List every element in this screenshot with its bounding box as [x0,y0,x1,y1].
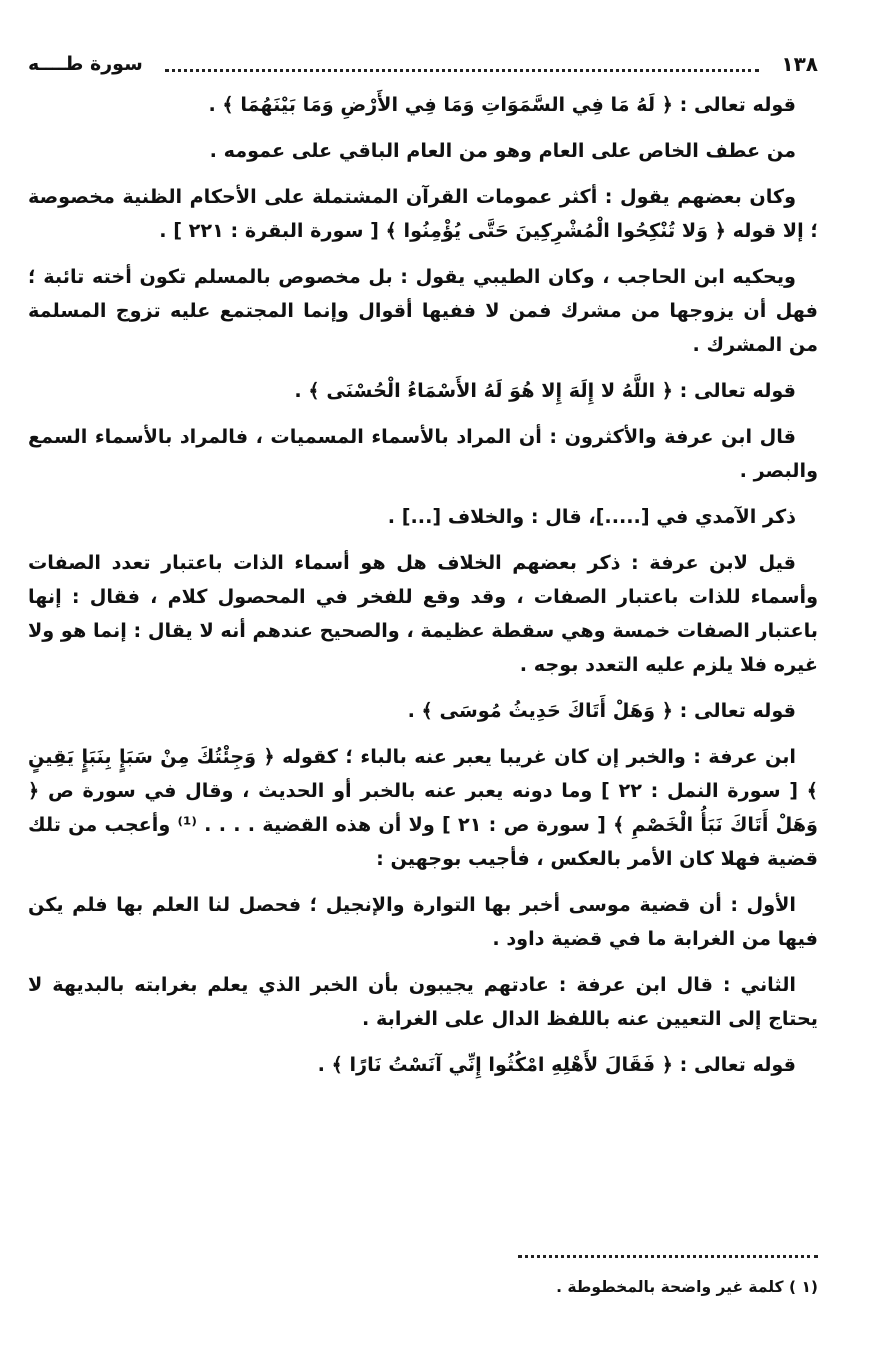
paragraph: وكان بعضهم يقول : أكثر عمومات القرآن المشتملة على الأحكام الظنية مخصوصة ؛ إلا قوله ﴿ وَلا تُنْكِحُوا الْمُشْرِكِينَ حَتَّى يُؤْمِنُوا ﴾ [ سورة البقرة : ٢٢١ ] . [28,185,818,242]
footnote-divider [518,1255,818,1258]
paragraph: الثاني : قال ابن عرفة : عادتهم يجيبون بأن الخبر الذي يعلم بغرابته بالبديهة لا يحتاج إلى التعيين عنه باللفظ الدال على الغرابة . [28,973,818,1030]
paragraph: قوله تعالى : ﴿ فَقَالَ لأَهْلِهِ امْكُثُوا إِنِّي آنَسْتُ نَارًا ﴾ . [317,1053,796,1076]
page-number: ١٣٨ [781,52,818,76]
paragraph: قيل لابن عرفة : ذكر بعضهم الخلاف هل هو أسماء الذات باعتبار تعدد الصفات وأسماء للذات باعتبار الصفات ، وقد وقع للفخر في المحصول كلام ، فقال : إنها باعتبار الصفات خمسة وهي سقطة عظيمة ، والصحيح عندهم أنه لا يقال : إنما هو ولا غيره فلا يلزم عليه التعدد بوجه . [28,551,818,676]
page-body [28,88,818,1094]
paragraph: من عطف الخاص على العام وهو من العام الباقي على عمومه . [209,139,796,162]
book-page [28,40,818,1340]
paragraph: قوله تعالى : ﴿ لَهُ مَا فِي السَّمَوَاتِ وَمَا فِي الأَرْضِ وَمَا بَيْنَهُمَا ﴾ . [208,93,796,116]
paragraph: ابن عرفة : والخبر إن كان غريبا يعبر عنه بالباء ؛ كقوله ﴿ وَجِئْتُكَ مِنْ سَبَإٍ بِنَبَإٍ يَقِينٍ ﴾ [ سورة النمل : ٢٢ ] وما دونه يعبر عنه بالخبر أو الحديث ، وقال في سورة ص ﴿ وَهَلْ أَتَاكَ نَبَأُ الْخَصْمِ ﴾ [ سورة ص : ٢١ ] ولا أن هذه القضية . . . . ⁽¹⁾ وأعجب من تلك قضية فهلا كان الأمر بالعكس ، فأجيب بوجهين : [28,745,818,870]
paragraph: ذكر الآمدي في [.....]، قال : والخلاف [...] . [387,505,796,528]
header-divider [165,69,760,72]
paragraph: قوله تعالى : ﴿ اللَّهُ لا إِلَهَ إِلا هُوَ لَهُ الأَسْمَاءُ الْحُسْنَى ﴾ . [294,379,796,402]
paragraph: قال ابن عرفة والأكثرون : أن المراد بالأسماء المسميات ، فالمراد بالأسماء السمع والبصر . [28,425,818,482]
paragraph: الأول : أن قضية موسى أخبر بها التوارة والإنجيل ؛ فحصل لنا العلم بها فلم يكن فيها من الغرابة ما في قضية داود . [28,893,818,950]
footnote: (١ ) كلمة غير واضحة بالمخطوطة . [556,1278,818,1296]
surah-title: سورة طــــه [28,53,143,75]
paragraph: قوله تعالى : ﴿ وَهَلْ أَتَاكَ حَدِيثُ مُوسَى ﴾ . [407,699,796,722]
paragraph: ويحكيه ابن الحاجب ، وكان الطيبي يقول : بل مخصوص بالمسلم تكون أخته تائبة ؛ فهل أن يزوجها من مشرك فمن لا ففيها أقوال وإنما المجتمع عليه تزوج المسلمة من المشرك . [28,265,818,356]
page-header [28,44,818,84]
